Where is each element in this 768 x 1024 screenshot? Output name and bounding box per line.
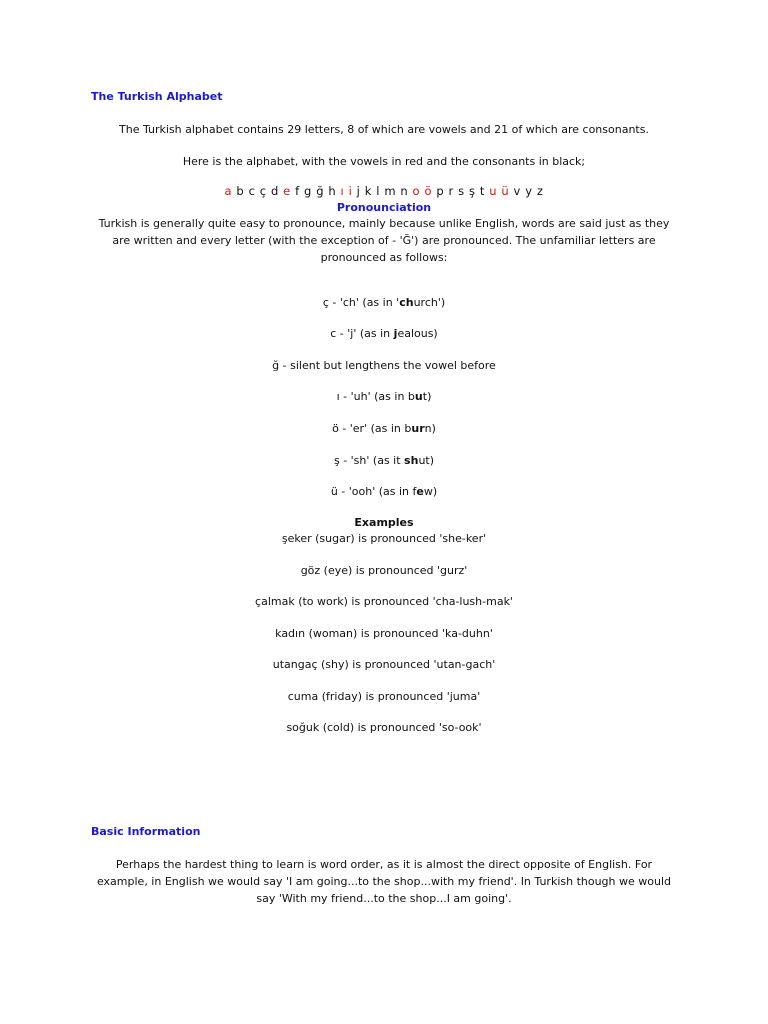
intro-paragraph: The Turkish alphabet contains 29 letters, 8 of which are vowels and 21 of which are consonants. [119,123,649,136]
consonant-letter: s [458,184,465,198]
rule-text-end: n) [424,422,436,435]
consonant-letter: h [328,184,337,198]
vowel-letter: a [224,184,233,198]
rule-text: ü - 'ooh' (as in f [330,485,417,498]
consonant-letter: p [436,184,445,198]
consonant-letter: m [384,184,397,198]
consonant-letter: j [356,184,361,198]
basic-information-paragraph: Perhaps the hardest thing to learn is word order, as it is almost the direct opposite of English. For example, in English we would say 'I am going...to the shop...with my friend'. In Turkish though we would say 'With my friend...to the shop...I am going'. [96,858,672,905]
vowel-letter: ü [501,184,510,198]
pronunciation-rule [90,420,678,437]
rule-text-end: urch') [413,296,446,309]
rule-text-end: t) [422,390,432,403]
pronunciation-paragraph: Turkish is generally quite easy to pronounce, mainly because unlike English, words are said just as they are written and every letter (with the exception of - 'Ğ') are pronounced. The unfamiliar letters are pronounced as follows: [98,217,670,264]
example-item: kadın (woman) is pronounced 'ka-duhn' [275,627,493,640]
consonant-letter: t [479,184,485,198]
consonant-letter: ç [259,184,267,198]
consonant-letter: d [270,184,279,198]
rule-emphasis: e [416,485,424,498]
example-item: göz (eye) is pronounced 'gurz' [300,564,468,577]
examples-title: Examples [354,516,414,529]
consonant-letter: f [295,184,300,198]
heading-basic-information: Basic Information [91,825,201,838]
vowel-letter: i [348,184,353,198]
vowel-letter: e [283,184,291,198]
consonant-letter: n [400,184,409,198]
rule-text: ğ - silent but lengthens the vowel before [272,359,496,372]
rule-emphasis: sh [404,454,419,467]
example-item: çalmak (to work) is pronounced 'cha-lush-mak' [255,595,513,608]
vowel-letter: o [412,184,421,198]
vowel-letter: ö [424,184,433,198]
rule-text: ö - 'er' (as in b [332,422,412,435]
rule-emphasis: u [414,390,423,403]
consonant-letter: k [364,184,372,198]
rule-emphasis: ur [411,422,425,435]
example-item: cuma (friday) is pronounced 'juma' [287,690,481,703]
example-item: utangaç (shy) is pronounced 'utan-gach' [272,658,496,671]
rule-emphasis: j [393,327,398,340]
rule-text: ç - 'ch' (as in ' [322,296,400,309]
pronunciation-rule [90,325,678,342]
rule-emphasis: ch [399,296,414,309]
vowel-letter: u [489,184,498,198]
rule-text: ı - 'uh' (as in b [336,390,415,403]
consonant-letter: y [525,184,533,198]
example-item: soğuk (cold) is pronounced 'so-ook' [286,721,482,734]
pronunciation-rule [90,357,678,374]
pronunciation-rule [90,483,678,500]
pronunciation-rule [90,388,678,405]
rule-text: ş - 'sh' (as it [333,454,405,467]
rule-text-end: ut) [418,454,435,467]
alphabet-note: Here is the alphabet, with the vowels in red and the consonants in black; [182,155,586,168]
pronunciation-rule [90,294,678,311]
example-item: şeker (sugar) is pronounced 'she-ker' [281,532,487,545]
pronunciation-title: Pronounciation [336,201,432,214]
consonant-letter: v [513,184,521,198]
consonant-letter: l [376,184,381,198]
consonant-letter: ğ [316,184,325,198]
rule-text-end: w) [423,485,438,498]
alphabet-row [90,183,678,200]
pronunciation-rule [90,452,678,469]
rule-text-end: ealous) [397,327,438,340]
consonant-letter: z [536,184,544,198]
consonant-letter: c [248,184,256,198]
consonant-letter: ş [468,184,476,198]
heading-turkish-alphabet: The Turkish Alphabet [91,90,223,103]
rule-text: c - 'j' (as in [330,327,394,340]
consonant-letter: g [304,184,312,198]
consonant-letter: r [448,184,454,198]
vowel-letter: ı [340,184,345,198]
consonant-letter: b [236,184,245,198]
